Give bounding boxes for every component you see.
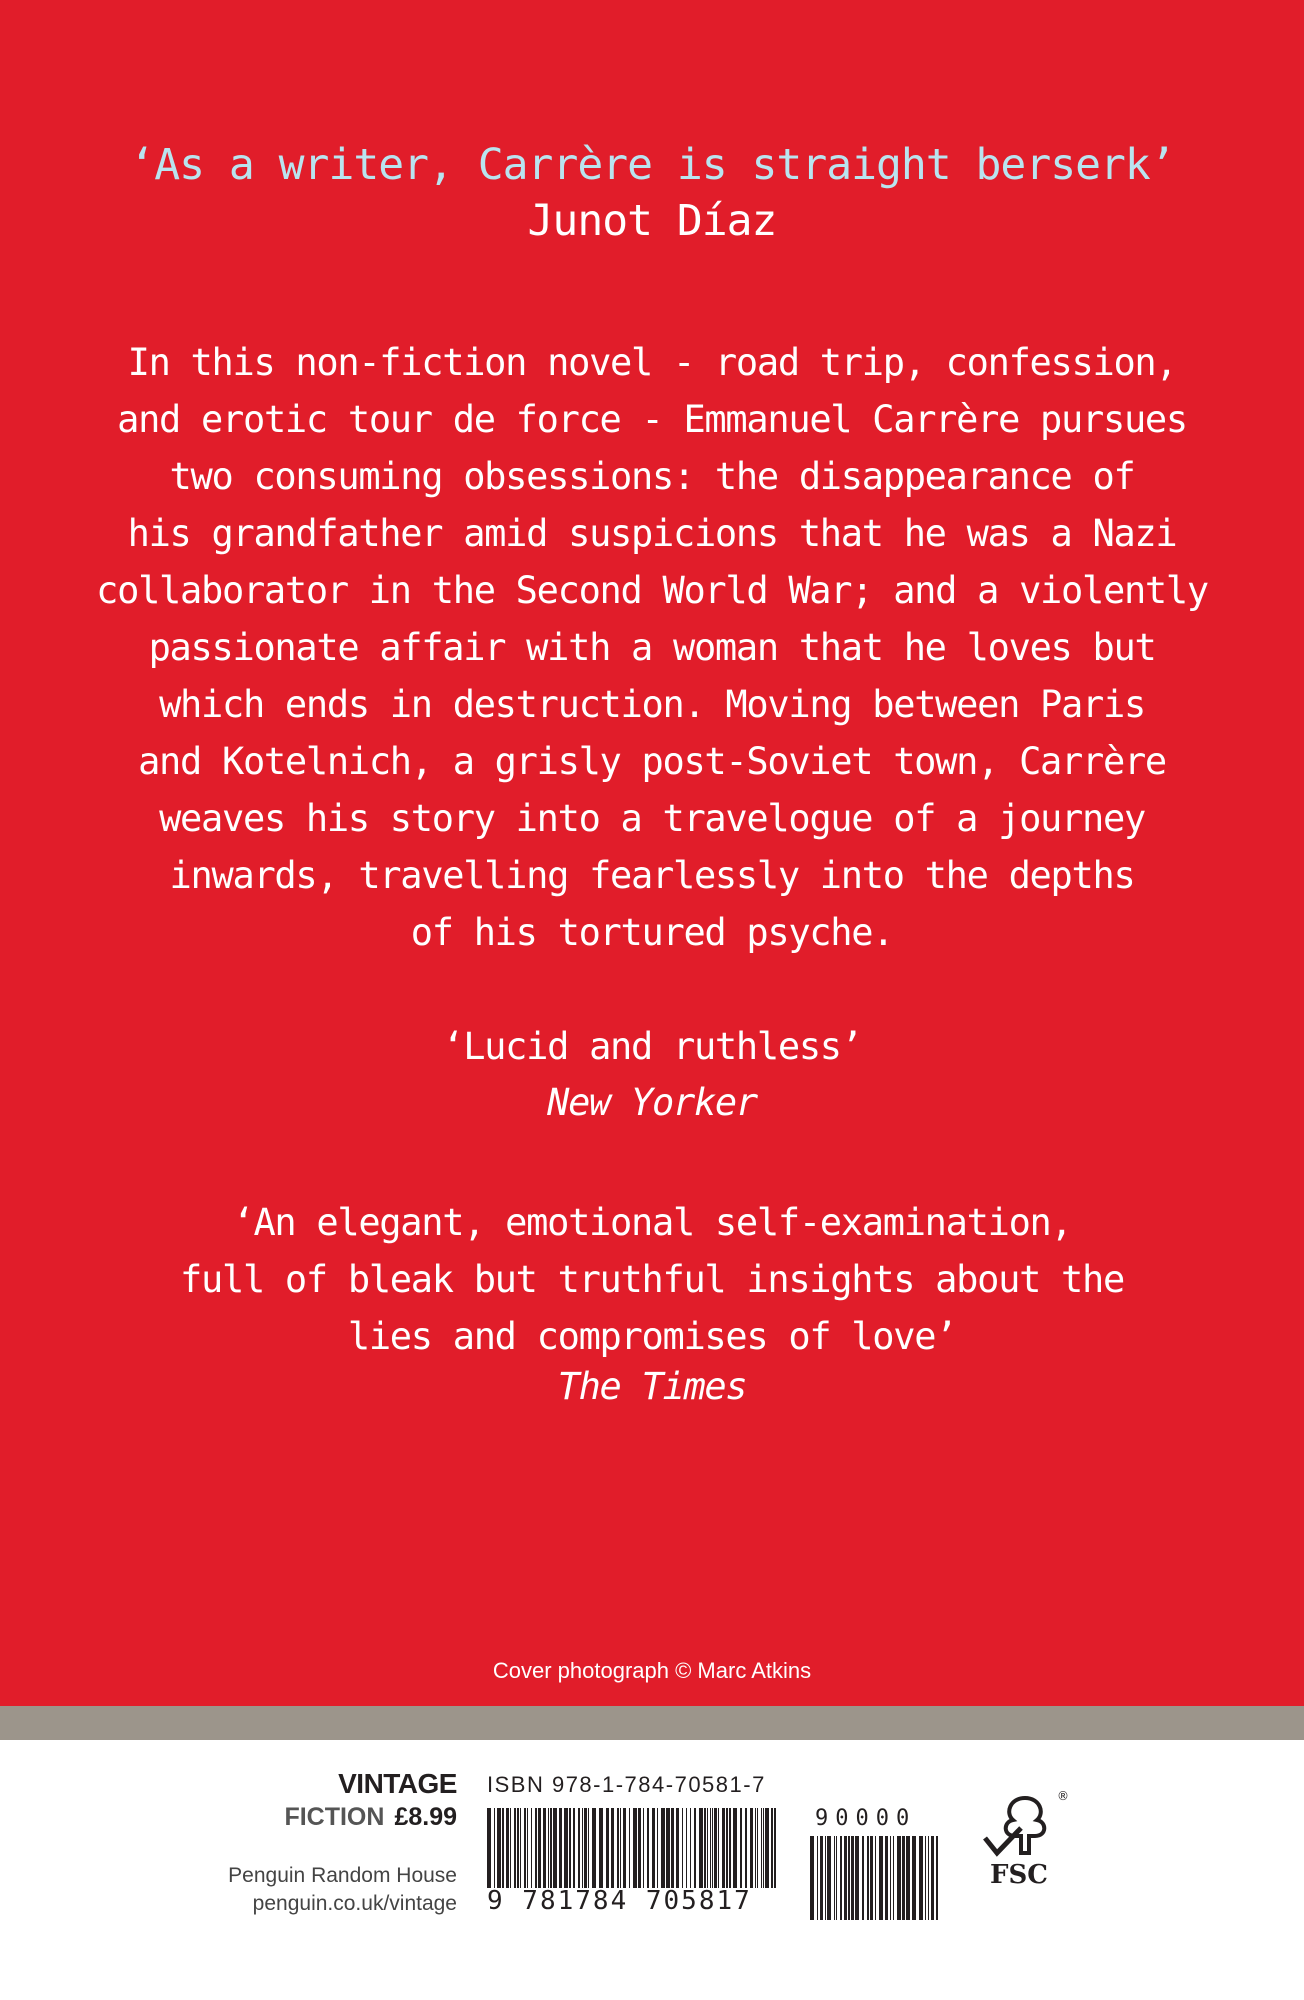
- publisher-block: [228, 1862, 457, 1918]
- publisher-name: Penguin Random House: [228, 1864, 457, 1887]
- price: £8.99: [394, 1803, 457, 1831]
- quote-line: ‘An elegant, emotional self-examination,: [232, 1201, 1072, 1244]
- divider-band: [0, 1706, 1304, 1740]
- quote-the-times: [0, 1194, 1304, 1365]
- publisher-website: penguin.co.uk/vintage: [252, 1892, 457, 1915]
- blurb: [90, 334, 1214, 961]
- blurb-line: weaves his story into a travelogue of a journey: [159, 797, 1145, 840]
- category: FICTION: [284, 1803, 385, 1831]
- quote-line: full of bleak but truthful insights about the: [180, 1258, 1124, 1301]
- top-quote: ‘As a writer, Carrère is straight berserk’: [129, 140, 1175, 190]
- quote-new-yorker-source: New Yorker: [547, 1081, 757, 1124]
- blurb-line: collaborator in the Second World War; and a violently: [96, 569, 1208, 612]
- isbn: ISBN 978-1-784-70581-7: [487, 1772, 766, 1797]
- blurb-line: which ends in destruction. Moving between Paris: [159, 683, 1145, 726]
- blurb-line: his grandfather amid suspicions that he was a Nazi: [127, 512, 1177, 555]
- quote-the-times-source: The Times: [557, 1365, 747, 1408]
- blurb-line: and Kotelnich, a grisly post-Soviet town, Carrère: [138, 740, 1166, 783]
- top-quote-attribution: Junot Díaz: [527, 196, 777, 246]
- category-price: [284, 1800, 457, 1834]
- blurb-line: passionate affair with a woman that he loves but: [148, 626, 1156, 669]
- fsc-label: FSC: [990, 1860, 1048, 1890]
- blurb-line: of his tortured psyche.: [410, 911, 894, 954]
- blurb-line: inwards, travelling fearlessly into the depths: [169, 854, 1135, 897]
- quote-new-yorker: ‘Lucid and ruthless’: [442, 1025, 862, 1068]
- imprint-block: [284, 1768, 457, 1834]
- addon-barcode-icon: [810, 1808, 942, 1920]
- imprint-name: VINTAGE: [338, 1768, 457, 1799]
- fsc-registered-mark: ®: [1057, 1789, 1069, 1803]
- blurb-line: and erotic tour de force - Emmanuel Carrère pursues: [117, 398, 1187, 441]
- cover-photo-credit: Cover photograph © Marc Atkins: [492, 1658, 812, 1683]
- quote-line: lies and compromises of love’: [347, 1315, 957, 1358]
- addon-digits: 90000: [815, 1806, 917, 1831]
- ean-digits: 9 781784 705817: [487, 1886, 752, 1916]
- blurb-line: two consuming obsessions: the disappearance of: [169, 455, 1135, 498]
- blurb-line: In this non-fiction novel - road trip, confession,: [127, 341, 1177, 384]
- barcode-icon: [487, 1808, 777, 1888]
